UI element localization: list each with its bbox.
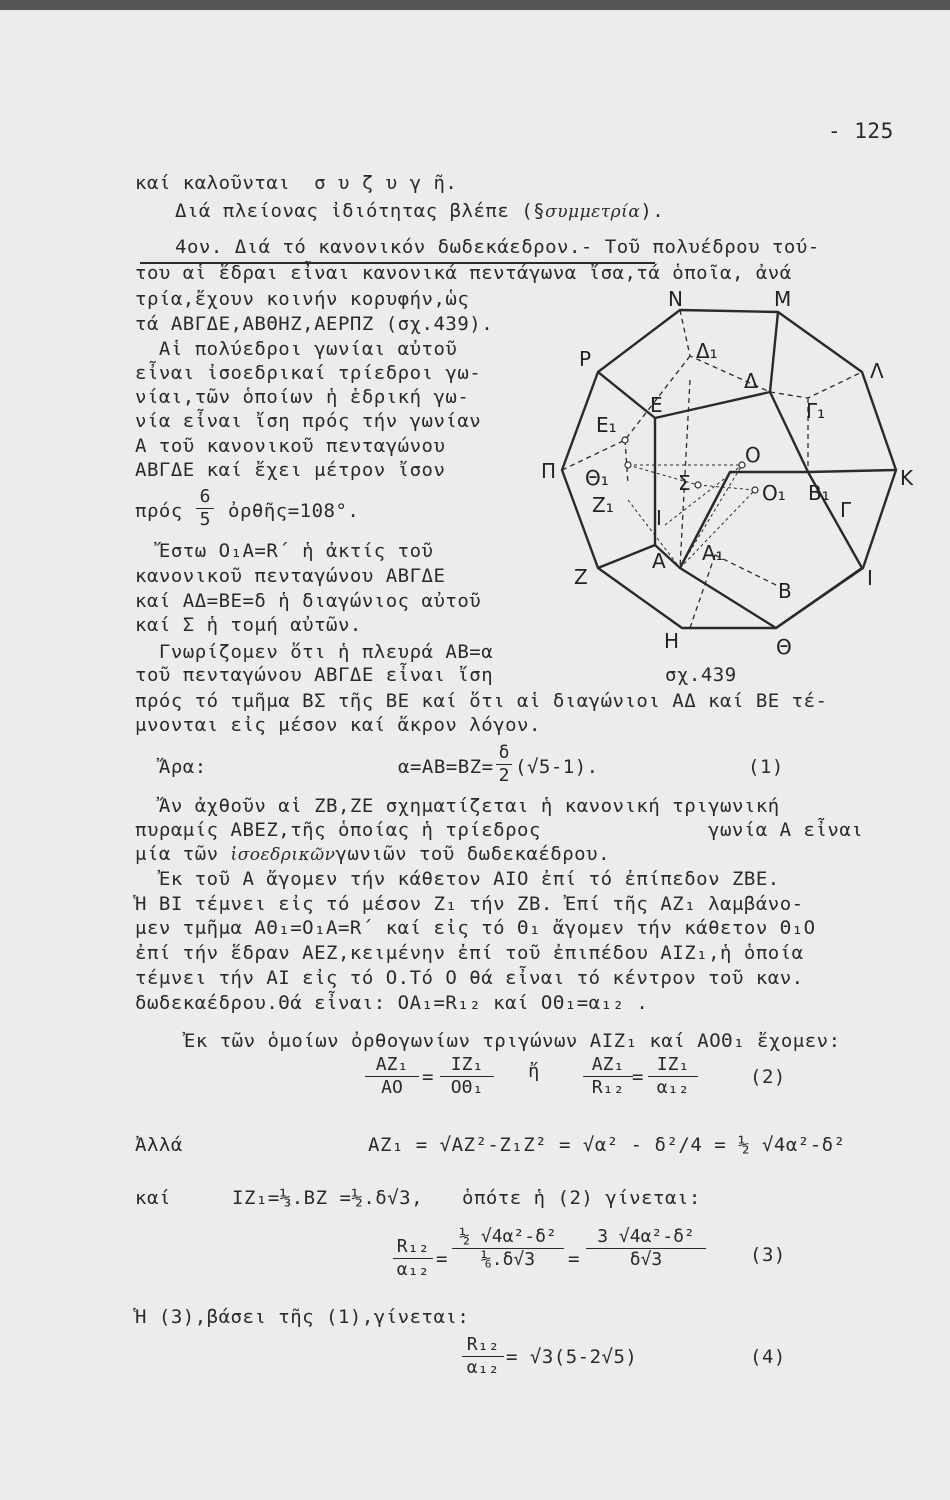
label-D: Δ xyxy=(744,369,758,393)
label-L: Λ xyxy=(870,359,884,383)
hidden-edge xyxy=(770,372,862,398)
text-line-35c: ὁπότε ἡ (2) γίνεται: xyxy=(462,1187,701,1209)
fraction-az1-r12 xyxy=(583,1054,633,1099)
label-E: Ε xyxy=(650,393,663,417)
fraction-six-fifths xyxy=(196,486,214,531)
text-line-11: Α τοῦ κανονικοῦ πενταγώνου xyxy=(135,435,446,457)
text-line-34a: Ἀλλά xyxy=(135,1134,183,1156)
text-line-9: νίαι,τῶν ὁποίων ἡ ἑδρική γω- xyxy=(135,386,470,408)
label-Ii: Ι xyxy=(656,506,662,530)
denominator: R₁₂ xyxy=(591,1077,625,1098)
text-line-22a: Ἄρα: xyxy=(135,756,207,778)
text-line-17: καί Σ ἡ τομή αὐτῶν. xyxy=(135,614,362,636)
text-line-27: Ἡ ΒΙ τέμνει εἰς τό μέσον Ζ₁ τήν ΖΒ. Ἐπί τῆς ΑΖ₁ λαμβάνο- xyxy=(135,893,804,915)
label-A: Α xyxy=(652,549,666,573)
text-line-3: 4ον. Διά τό κανονικόν δωδεκάεδρον.- Τοῦ πολυέδρου τού- xyxy=(175,236,820,258)
text-line-13a: πρός xyxy=(135,500,183,522)
hidden-edge xyxy=(715,555,776,585)
label-TH1: Θ₁ xyxy=(585,466,609,490)
numerator: ΙΖ₁ xyxy=(648,1054,698,1077)
text-line-18: Γνωρίζομεν ὅτι ἡ πλευρά ΑΒ=α xyxy=(135,641,494,663)
text-line-10: νία εἶναι ἴση πρός τήν γωνίαν xyxy=(135,410,482,432)
handwritten-note-isoedric: ἰσοεδρικῶν xyxy=(230,845,336,865)
label-R: Ρ xyxy=(579,347,592,371)
fraction-numerator: 6 xyxy=(196,486,214,509)
label-E1: Ε₁ xyxy=(596,413,617,437)
fraction-iz1-oth1 xyxy=(440,1054,494,1099)
text-line-21: μνονται εἰς μέσον καί ἄκρον λόγον. xyxy=(135,714,541,736)
edge xyxy=(770,392,808,472)
denominator: α₁₂ xyxy=(466,1357,500,1378)
text-line-25 xyxy=(135,843,610,866)
text-line-31: δωδεκαέδρου.Θά εἶναι: ΟΑ₁=R₁₂ καί ΟΘ₁=α₁₂ . xyxy=(135,992,649,1014)
denominator: ΟΘ₁ xyxy=(450,1077,484,1098)
fraction-right xyxy=(586,1226,706,1271)
equals-sign: = xyxy=(568,1248,580,1270)
label-M: Μ xyxy=(774,287,792,311)
fraction-denominator: 5 xyxy=(199,509,211,530)
text-line-6: τά ΑΒΓΔΕ,ΑΒΘΗΖ,ΑΕΡΠΖ (σχ.439). xyxy=(135,313,494,335)
text-line-37: Ἡ (3),βάσει τῆς (1),γίνεται: xyxy=(135,1306,470,1328)
text-line-2 xyxy=(175,200,664,223)
text-line-23: Ἄν ἀχθοῦν αἱ ΖΒ,ΖΕ σχηματίζεται ἡ κανονική τριγωνική xyxy=(135,795,780,817)
text-line-4: του αἱ ἕδραι εἶναι κανονικά πεντάγωνα ἴσα,τά ὁποῖα, ἀνά xyxy=(135,262,792,284)
text-line-13b: ὀρθῆς=108°. xyxy=(228,500,360,522)
fraction-az1-ao xyxy=(365,1054,419,1099)
equation-number-1: (1) xyxy=(748,756,784,778)
text-line-25a: μία τῶν xyxy=(135,843,219,865)
text-line-22c: (√5-1). xyxy=(515,756,599,778)
label-I: Ι xyxy=(867,566,873,590)
text-line-26: Ἐκ τοῦ Α ἄγομεν τήν κάθετον ΑΙΟ ἐπί τό ἐπίπεδον ΖΒΕ. xyxy=(135,868,780,890)
denominator: α₁₂ xyxy=(396,1259,430,1280)
text-or: ἤ xyxy=(528,1060,540,1082)
figure-caption: σχ.439 xyxy=(665,664,737,686)
fraction-delta-half xyxy=(496,742,512,787)
edge xyxy=(598,372,655,418)
label-K: Κ xyxy=(900,466,914,490)
denominator: ΑΟ xyxy=(381,1077,403,1098)
text-line-22b: α=ΑΒ=ΒΖ= xyxy=(398,756,494,778)
fraction-middle xyxy=(452,1226,564,1271)
equation-number-2: (2) xyxy=(750,1066,786,1088)
fraction-numerator: δ xyxy=(496,742,512,765)
equation-number-3: (3) xyxy=(750,1244,786,1266)
label-O1: Ο₁ xyxy=(762,481,786,505)
text-line-19: τοῦ πενταγώνου ΑΒΓΔΕ εἶναι ἴση xyxy=(135,664,494,686)
point-S xyxy=(695,482,701,488)
point-E1 xyxy=(622,437,628,443)
label-P: Π xyxy=(541,459,557,483)
fraction-r12-a12-final xyxy=(462,1334,504,1379)
handwritten-note-symmetry: συμμετρία xyxy=(545,202,641,222)
text-line-8: εἶναι ἰσοεδρικαί τρίεδροι γω- xyxy=(135,362,482,384)
scan-top-border xyxy=(0,0,950,10)
edge xyxy=(808,470,896,472)
numerator: R₁₂ xyxy=(462,1334,504,1357)
point-O1 xyxy=(752,487,758,493)
label-A1: Α₁ xyxy=(702,541,724,565)
equals-sign: = xyxy=(632,1066,644,1088)
label-Z1: Ζ₁ xyxy=(592,493,614,517)
text-line-30: τέμνει τήν ΑΙ εἰς τό Ο.Τό Ο θά εἶναι τό κέντρον τοῦ καν. xyxy=(135,967,804,989)
text-line-24b: γωνία Α εἶναι xyxy=(708,819,864,841)
denominator: δ√3 xyxy=(629,1249,663,1270)
label-N: Ν xyxy=(668,287,683,311)
equation-az1: ΑΖ₁ = √ΑΖ²-Ζ₁Ζ² = √α² - δ²/4 = ½ √4α²-δ² xyxy=(368,1134,846,1156)
hidden-edge xyxy=(690,555,715,628)
text-line-29: ἐπί τήν ἕδραν ΑΕΖ,κειμένην ἐπί τοῦ ἐπιπέδου ΑΙΖ₁,ἡ ὁποία xyxy=(135,942,804,964)
label-TH: Θ xyxy=(776,635,792,659)
label-S: Σ xyxy=(678,471,691,495)
label-O: Ο xyxy=(745,443,761,467)
text-line-24a: πυραμίς ΑΒΕΖ,τῆς ὁποίας ἡ τρίεδρος xyxy=(135,819,541,841)
text-line-5: τρία,ἔχουν κοινήν κορυφήν,ὡς xyxy=(135,288,470,310)
text-line-1: καί καλοῦνται σ υ ζ υ γ ῆ. xyxy=(135,172,458,194)
page-number: - 125 xyxy=(828,119,894,143)
equation-number-4: (4) xyxy=(750,1346,786,1368)
numerator: R₁₂ xyxy=(393,1236,433,1259)
edge xyxy=(770,312,778,392)
text-line-28: μεν τμῆμα ΑΘ₁=Ο₁Α=R΄ καί εἰς τό Θ₁ ἄγομεν τήν κάθετον Θ₁Ο xyxy=(135,917,816,939)
numerator: ½ √4α²-δ² xyxy=(452,1226,564,1249)
denominator: α₁₂ xyxy=(656,1077,690,1098)
text-line-12: ΑΒΓΔΕ καί ἔχει μέτρον ἴσον xyxy=(135,459,446,481)
text-line-25b: γωνιῶν τοῦ δωδεκαέδρου. xyxy=(335,843,611,865)
label-B1: Β₁ xyxy=(808,481,830,505)
equation-final: = √3(5-2√5) xyxy=(506,1346,638,1368)
numerator: ΑΖ₁ xyxy=(365,1054,419,1077)
equals-sign: = xyxy=(422,1066,434,1088)
fraction-iz1-a12 xyxy=(648,1054,698,1099)
label-G1: Γ₁ xyxy=(806,399,826,423)
numerator: 3 √4α²-δ² xyxy=(586,1226,706,1249)
text-line-20: πρός τό τμῆμα ΒΣ τῆς ΒΕ καί ὅτι αἱ διαγώνιοι ΑΔ καί ΒΕ τέ- xyxy=(135,690,828,712)
text-line-16: καί ΑΔ=ΒΕ=δ ἡ διαγώνιος αὐτοῦ xyxy=(135,590,482,612)
label-G: Γ xyxy=(840,498,852,522)
dodecahedron-figure xyxy=(540,287,914,670)
label-D1: Δ₁ xyxy=(696,339,718,363)
denominator: ⅙.δ√3 xyxy=(480,1249,536,1270)
fraction-denominator: 2 xyxy=(498,765,510,786)
text-line-32: Ἐκ τῶν ὁμοίων ὀρθογωνίων τριγώνων ΑΙΖ₁ καί ΑΟΘ₁ ἔχομεν: xyxy=(160,1030,841,1052)
label-Z: Ζ xyxy=(574,565,588,589)
numerator: ΙΖ₁ xyxy=(440,1054,494,1077)
text-line-15: κανονικοῦ πενταγώνου ΑΒΓΔΕ xyxy=(135,565,446,587)
text-line-2b: ). xyxy=(640,200,665,222)
label-H: Η xyxy=(664,629,680,653)
edge xyxy=(598,545,655,568)
text-line-7: Αἱ πολύεδροι γωνίαι αὐτοῦ xyxy=(135,338,458,360)
construction-line xyxy=(698,485,755,490)
text-line-14: Ἔστω Ο₁Α=R΄ ἡ ἀκτίς τοῦ xyxy=(135,540,434,562)
equals-sign: = xyxy=(436,1248,448,1270)
fraction-r12-a12 xyxy=(393,1236,433,1281)
edge xyxy=(655,392,770,418)
point-TH1 xyxy=(625,462,631,468)
text-line-35a: καί xyxy=(135,1187,171,1209)
label-B: Β xyxy=(778,579,792,603)
numerator: ΑΖ₁ xyxy=(583,1054,633,1077)
equation-iz1: ΙΖ₁=⅓.ΒΖ =½.δ√3, xyxy=(232,1187,424,1209)
text-line-2a: Διά πλείονας ἰδιότητας βλέπε (§ xyxy=(175,200,546,222)
